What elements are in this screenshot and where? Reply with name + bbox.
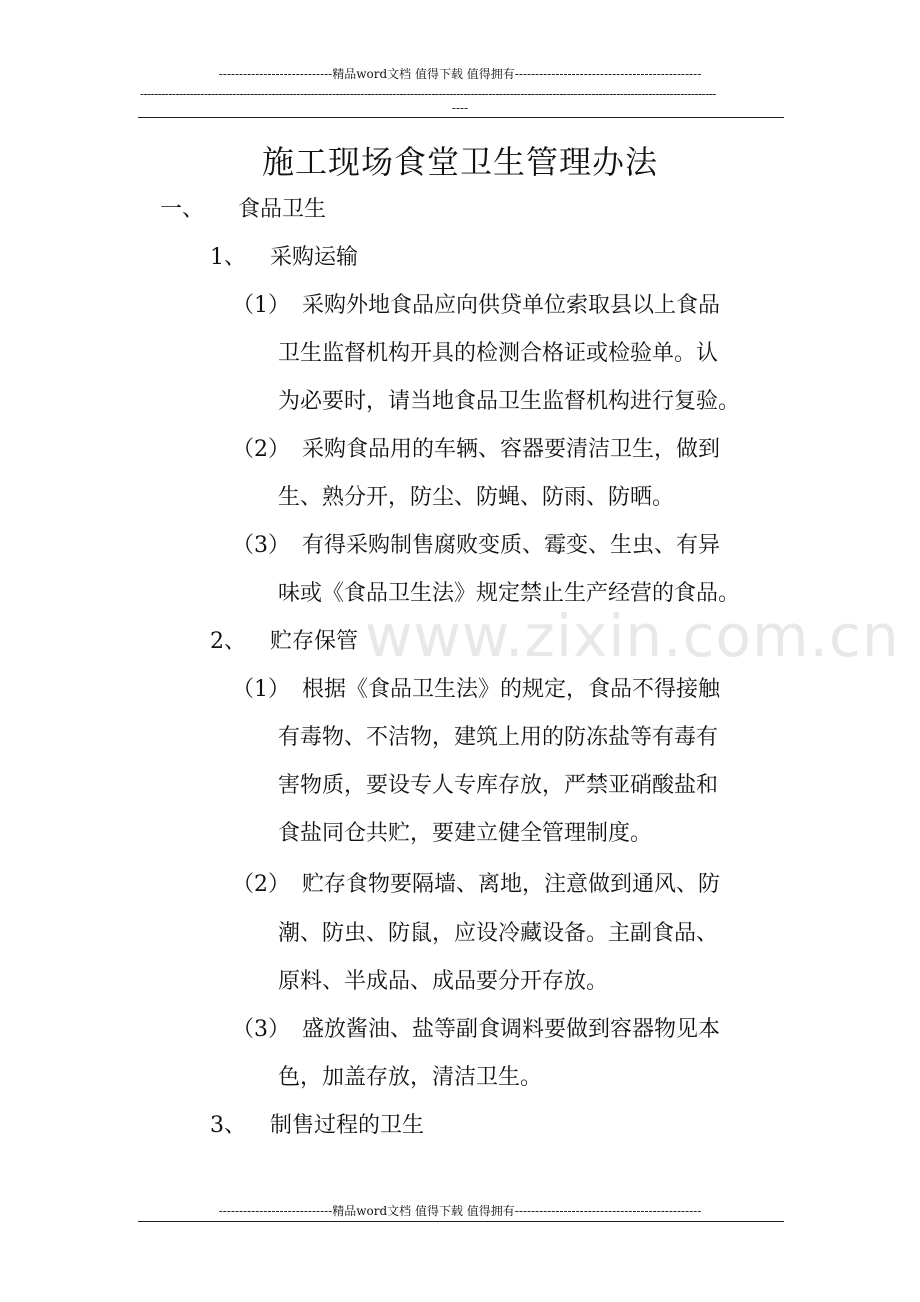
header-rule [138,117,784,118]
item-number: （1） [232,677,290,702]
paragraph-line: 贮存食物要隔墙、离地，注意做到通风、防 [302,872,721,897]
subsection-heading: 贮存保管 [270,629,359,654]
footer-rule [138,1221,784,1222]
paragraph-line: 根据《食品卫生法》的规定，食品不得接触 [302,677,721,702]
paragraph-line: 生、熟分开，防尘、防蝇、防雨、防晒。 [278,485,675,510]
paragraph-line: 害物质，要设专人专库存放，严禁亚硝酸盐和 [278,773,719,798]
paragraph-line: 食盐同仓共贮，要建立健全管理制度。 [278,821,653,846]
page-title: 施工现场食堂卫生管理办法 [261,143,658,181]
subsection-number: 2、 [210,629,246,654]
paragraph-line: 为必要时，请当地食品卫生监督机构进行复验。 [278,389,741,414]
section-number: 一、 [160,197,205,222]
item-number: （1） [232,293,290,318]
item-number: （2） [232,872,290,897]
subsection-heading: 采购运输 [270,245,359,270]
paragraph-line: 盛放酱油、盐等副食调料要做到容器物见本 [302,1017,721,1042]
header-dash-line: ------------------------------------------------------------------------------------------------------------------------------------------------------------------ [140,87,716,101]
paragraph-line: 卫生监督机构开具的检测合格证或检验单。认 [278,341,719,366]
watermark: www.zixin.com.cn [365,602,900,670]
subsection-number: 1、 [210,245,246,270]
subsection-number: 3、 [210,1113,246,1138]
section-heading: 食品卫生 [238,197,327,222]
paragraph-line: 有毒物、不洁物，建筑上用的防冻盐等有毒有 [278,725,719,750]
item-number: （3） [232,533,290,558]
paragraph-line: 采购食品用的车辆、容器要清洁卫生，做到 [302,437,721,462]
paragraph-line: 潮、防虫、防鼠，应设冷藏设备。主副食品、 [278,921,719,946]
item-number: （3） [232,1017,290,1042]
header-dash-tail: ---- [451,101,469,115]
paragraph-line: 原料、半成品、成品要分开存放。 [278,969,609,994]
paragraph-line: 有得采购制售腐败变质、霉变、生虫、有异 [302,533,721,558]
subsection-heading: 制售过程的卫生 [270,1113,425,1138]
paragraph-line: 味或《食品卫生法》规定禁止生产经营的食品。 [278,581,741,606]
paragraph-line: 采购外地食品应向供贷单位索取县以上食品 [302,293,721,318]
header-banner: ----------------------------精品word文档 值得下载 值得拥有---------------------------------------------- [218,67,702,81]
paragraph-line: 色，加盖存放，清洁卫生。 [278,1065,543,1090]
footer-banner: ----------------------------精品word文档 值得下载 值得拥有---------------------------------------------- [218,1204,702,1218]
item-number: （2） [232,437,290,462]
